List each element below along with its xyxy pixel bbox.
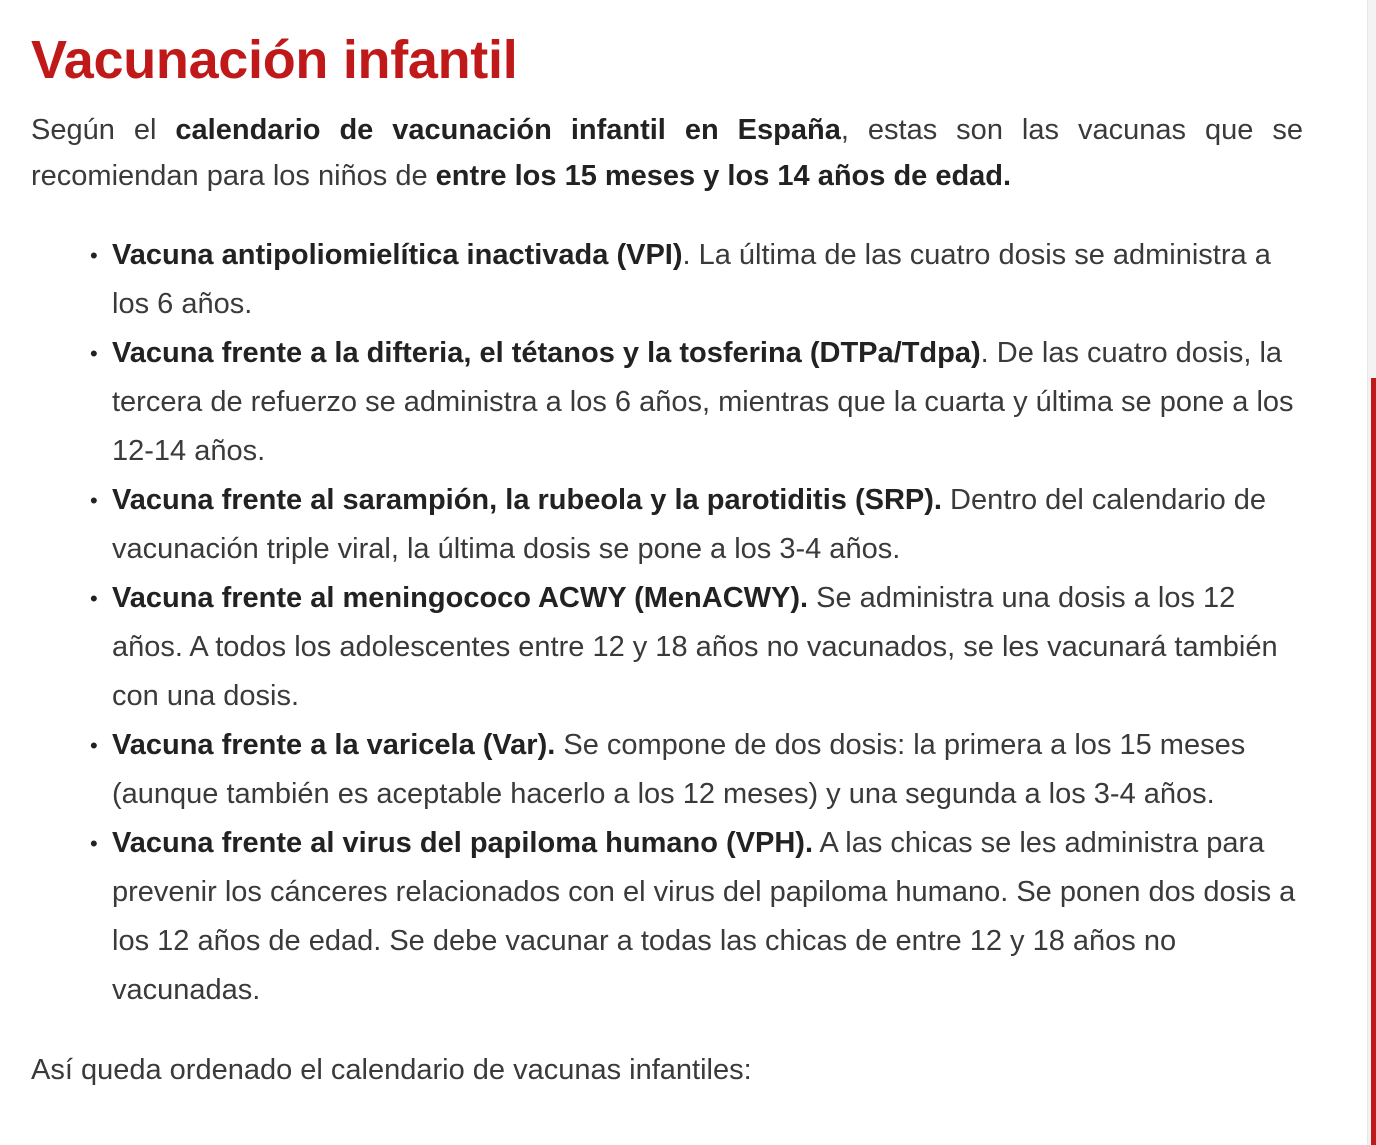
bullet-icon: • — [90, 831, 98, 856]
intro-prefix: Según el — [31, 114, 176, 146]
list-item — [90, 329, 1303, 476]
list-item — [90, 721, 1303, 819]
intro-bold-age-range: entre los 15 meses y los 14 años de edad. — [435, 160, 1012, 192]
scrollbar-thumb[interactable] — [1371, 378, 1376, 1145]
page-title: Vacunación infantil — [31, 30, 518, 90]
vaccine-name: Vacuna frente al sarampión, la rubeola y la parotiditis (SRP). — [112, 484, 942, 516]
list-item — [90, 574, 1303, 721]
bullet-icon: • — [90, 488, 98, 513]
intro-bold-calendar: calendario de vacunación infantil en España — [175, 114, 841, 146]
vaccine-list — [31, 231, 1303, 1015]
vaccine-name: Vacuna frente al meningococo ACWY (MenACWY). — [112, 582, 809, 614]
vaccine-description: A las chicas se les administra para prevenir los cánceres relacionados con el virus del papiloma humano. Se ponen dos dosis a los 12 años de edad. Se debe vacunar a todas las chicas de entre 12 y 18 años no vacunadas. — [112, 827, 1296, 1006]
vaccine-description: . De las cuatro dosis, la tercera de refuerzo se administra a los 6 años, mientras que la cuarta y última se pone a los 12-14 años. — [112, 337, 1294, 467]
vaccine-name: Vacuna frente a la varicela (Var). — [112, 729, 556, 761]
vaccine-name: Vacuna antipoliomielítica inactivada (VPI) — [112, 239, 683, 271]
vaccine-name: Vacuna frente a la difteria, el tétanos y la tosferina (DTPa/Tdpa) — [112, 337, 981, 369]
outro-paragraph: Así queda ordenado el calendario de vacunas infantiles: — [31, 1054, 752, 1086]
bullet-icon: • — [90, 733, 98, 758]
bullet-icon: • — [90, 341, 98, 366]
intro-middle: , estas son las vacunas que se recomiendan para los niños de — [31, 114, 1303, 192]
intro-paragraph — [31, 107, 1303, 199]
list-item — [90, 231, 1303, 329]
vaccine-name: Vacuna frente al virus del papiloma humano (VPH). — [112, 827, 813, 859]
list-item — [90, 819, 1303, 1015]
list-item — [90, 476, 1303, 574]
vaccine-description: Se compone de dos dosis: la primera a los 15 meses (aunque también es aceptable hacerlo a los 12 meses) y una segunda a los 3-4 años. — [112, 729, 1246, 810]
vaccine-description: . La última de las cuatro dosis se administra a los 6 años. — [112, 239, 1271, 320]
bullet-icon: • — [90, 243, 98, 268]
article-content — [31, 0, 1303, 1093]
vaccine-description: Dentro del calendario de vacunación triple viral, la última dosis se pone a los 3-4 años. — [112, 484, 1267, 565]
vaccine-description: Se administra una dosis a los 12 años. A todos los adolescentes entre 12 y 18 años no vacunados, se les vacunará también con una dosis. — [112, 582, 1278, 712]
bullet-icon: • — [90, 586, 98, 611]
